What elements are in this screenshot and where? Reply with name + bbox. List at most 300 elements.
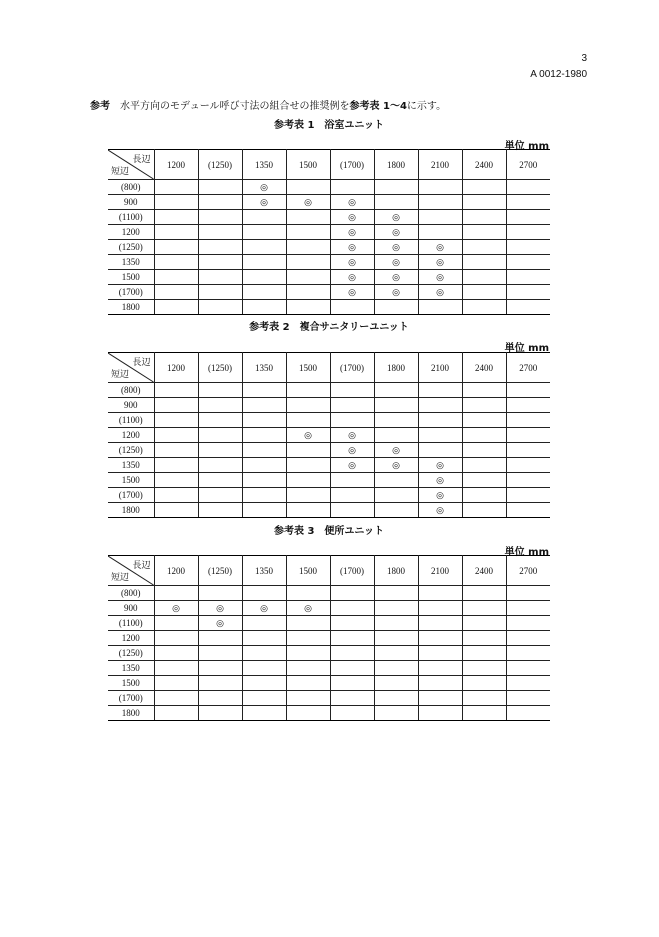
empty-cell	[462, 676, 506, 691]
row-label-900: 900	[108, 398, 154, 413]
table-row	[108, 270, 550, 285]
recommended-mark: ◎	[374, 285, 418, 300]
unit-label: 単位 mm	[504, 141, 549, 152]
empty-cell	[462, 180, 506, 195]
table-row	[108, 180, 550, 195]
empty-cell	[418, 413, 462, 428]
empty-cell	[154, 270, 198, 285]
empty-cell	[154, 646, 198, 661]
empty-cell	[462, 240, 506, 255]
empty-cell	[506, 586, 550, 601]
empty-cell	[286, 616, 330, 631]
empty-cell	[330, 706, 374, 721]
row-label-800: (800)	[108, 586, 154, 601]
long-side-label: 長辺	[132, 154, 151, 164]
recommended-mark: ◎	[418, 503, 462, 518]
empty-cell	[242, 458, 286, 473]
empty-cell	[506, 631, 550, 646]
recommended-mark: ◎	[330, 285, 374, 300]
empty-cell	[330, 383, 374, 398]
empty-cell	[330, 503, 374, 518]
empty-cell	[286, 443, 330, 458]
table-row	[108, 413, 550, 428]
empty-cell	[242, 270, 286, 285]
empty-cell	[506, 646, 550, 661]
empty-cell	[154, 240, 198, 255]
empty-cell	[418, 195, 462, 210]
empty-cell	[462, 616, 506, 631]
empty-cell	[374, 503, 418, 518]
empty-cell	[286, 285, 330, 300]
empty-cell	[198, 300, 242, 315]
empty-cell	[418, 428, 462, 443]
table-row	[108, 488, 550, 503]
empty-cell	[418, 661, 462, 676]
empty-cell	[462, 586, 506, 601]
row-label-800: (800)	[108, 383, 154, 398]
recommended-mark: ◎	[242, 195, 286, 210]
empty-cell	[418, 180, 462, 195]
table-row	[108, 240, 550, 255]
empty-cell	[374, 195, 418, 210]
recommended-mark: ◎	[374, 270, 418, 285]
empty-cell	[154, 300, 198, 315]
recommended-mark: ◎	[330, 458, 374, 473]
table-row	[108, 706, 550, 721]
unit-label: 単位 mm	[504, 343, 549, 354]
row-label-900: 900	[108, 195, 154, 210]
table-row	[108, 300, 550, 315]
table-row	[108, 631, 550, 646]
table-row	[108, 458, 550, 473]
empty-cell	[154, 488, 198, 503]
table-row	[108, 195, 550, 210]
empty-cell	[330, 586, 374, 601]
recommended-mark: ◎	[286, 195, 330, 210]
empty-cell	[286, 488, 330, 503]
column-header-1250: (1250)	[198, 556, 242, 586]
empty-cell	[330, 676, 374, 691]
empty-cell	[330, 691, 374, 706]
empty-cell	[286, 586, 330, 601]
empty-cell	[198, 398, 242, 413]
empty-cell	[286, 676, 330, 691]
empty-cell	[242, 661, 286, 676]
header-row	[108, 556, 550, 586]
empty-cell	[418, 601, 462, 616]
empty-cell	[154, 691, 198, 706]
empty-cell	[374, 586, 418, 601]
empty-cell	[154, 473, 198, 488]
empty-cell	[374, 691, 418, 706]
row-label-1350: 1350	[108, 255, 154, 270]
row-label-1200: 1200	[108, 631, 154, 646]
table-row	[108, 255, 550, 270]
corner-cell	[108, 150, 154, 180]
column-header-2400: 2400	[462, 353, 506, 383]
row-label-1250: (1250)	[108, 646, 154, 661]
header-row	[108, 150, 550, 180]
empty-cell	[462, 458, 506, 473]
empty-cell	[242, 503, 286, 518]
table-row	[108, 428, 550, 443]
row-label-800: (800)	[108, 180, 154, 195]
empty-cell	[154, 225, 198, 240]
empty-cell	[198, 180, 242, 195]
empty-cell	[462, 706, 506, 721]
empty-cell	[286, 691, 330, 706]
table-row	[108, 601, 550, 616]
row-label-1200: 1200	[108, 428, 154, 443]
table-row	[108, 285, 550, 300]
empty-cell	[506, 180, 550, 195]
empty-cell	[462, 646, 506, 661]
empty-cell	[286, 458, 330, 473]
empty-cell	[374, 383, 418, 398]
empty-cell	[198, 661, 242, 676]
empty-cell	[286, 255, 330, 270]
empty-cell	[330, 488, 374, 503]
row-label-1800: 1800	[108, 503, 154, 518]
document-code: A 0012-1980	[530, 69, 587, 80]
recommended-mark: ◎	[418, 473, 462, 488]
table-row	[108, 225, 550, 240]
recommended-mark: ◎	[418, 285, 462, 300]
recommended-mark: ◎	[418, 488, 462, 503]
empty-cell	[506, 300, 550, 315]
empty-cell	[374, 300, 418, 315]
empty-cell	[418, 706, 462, 721]
recommended-mark: ◎	[330, 195, 374, 210]
reference-table	[108, 352, 550, 518]
empty-cell	[462, 473, 506, 488]
empty-cell	[418, 646, 462, 661]
column-header-2100: 2100	[418, 556, 462, 586]
empty-cell	[286, 225, 330, 240]
empty-cell	[198, 586, 242, 601]
empty-cell	[242, 473, 286, 488]
recommended-mark: ◎	[330, 240, 374, 255]
empty-cell	[506, 616, 550, 631]
column-header-1250: (1250)	[198, 150, 242, 180]
table-row	[108, 503, 550, 518]
table-caption: 参考表 1 浴室ユニット	[273, 120, 385, 131]
empty-cell	[154, 180, 198, 195]
empty-cell	[154, 616, 198, 631]
empty-cell	[462, 285, 506, 300]
empty-cell	[286, 300, 330, 315]
column-header-1200: 1200	[154, 150, 198, 180]
empty-cell	[154, 503, 198, 518]
recommended-mark: ◎	[418, 240, 462, 255]
column-header-1500: 1500	[286, 353, 330, 383]
empty-cell	[242, 631, 286, 646]
empty-cell	[286, 661, 330, 676]
empty-cell	[154, 443, 198, 458]
empty-cell	[506, 413, 550, 428]
empty-cell	[506, 270, 550, 285]
empty-cell	[286, 413, 330, 428]
recommended-mark: ◎	[242, 601, 286, 616]
empty-cell	[418, 300, 462, 315]
row-label-1700: (1700)	[108, 285, 154, 300]
empty-cell	[374, 676, 418, 691]
row-label-1100: (1100)	[108, 413, 154, 428]
empty-cell	[286, 180, 330, 195]
empty-cell	[242, 240, 286, 255]
empty-cell	[330, 473, 374, 488]
empty-cell	[330, 616, 374, 631]
intro-text-a: 水平方向のモデュール呼び寸法の組合せの推奨例を	[120, 101, 350, 112]
empty-cell	[198, 631, 242, 646]
row-label-1250: (1250)	[108, 240, 154, 255]
empty-cell	[374, 631, 418, 646]
empty-cell	[506, 255, 550, 270]
row-label-900: 900	[108, 601, 154, 616]
table-row	[108, 616, 550, 631]
empty-cell	[418, 443, 462, 458]
empty-cell	[154, 383, 198, 398]
empty-cell	[242, 225, 286, 240]
empty-cell	[462, 413, 506, 428]
empty-cell	[418, 676, 462, 691]
empty-cell	[506, 285, 550, 300]
intro-paragraph	[90, 97, 446, 112]
recommended-mark: ◎	[330, 225, 374, 240]
empty-cell	[462, 661, 506, 676]
empty-cell	[286, 646, 330, 661]
table-caption: 参考表 2 複合サニタリーユニット	[249, 322, 409, 333]
empty-cell	[462, 503, 506, 518]
empty-cell	[506, 691, 550, 706]
row-label-1500: 1500	[108, 473, 154, 488]
corner-cell	[108, 353, 154, 383]
empty-cell	[242, 488, 286, 503]
empty-cell	[418, 631, 462, 646]
column-header-1200: 1200	[154, 556, 198, 586]
table-row	[108, 398, 550, 413]
recommended-mark: ◎	[330, 210, 374, 225]
table-row	[108, 383, 550, 398]
recommended-mark: ◎	[330, 270, 374, 285]
recommended-mark: ◎	[418, 255, 462, 270]
column-header-1800: 1800	[374, 353, 418, 383]
empty-cell	[418, 586, 462, 601]
table-caption: 参考表 3 便所ユニット	[273, 526, 385, 537]
empty-cell	[198, 270, 242, 285]
column-header-2400: 2400	[462, 150, 506, 180]
recommended-mark: ◎	[418, 270, 462, 285]
recommended-mark: ◎	[198, 601, 242, 616]
row-label-1100: (1100)	[108, 616, 154, 631]
empty-cell	[198, 240, 242, 255]
empty-cell	[374, 706, 418, 721]
recommended-mark: ◎	[286, 428, 330, 443]
empty-cell	[198, 255, 242, 270]
recommended-mark: ◎	[242, 180, 286, 195]
column-header-1250: (1250)	[198, 353, 242, 383]
long-side-label: 長辺	[132, 357, 151, 367]
empty-cell	[462, 210, 506, 225]
empty-cell	[198, 383, 242, 398]
empty-cell	[462, 443, 506, 458]
column-header-1500: 1500	[286, 556, 330, 586]
empty-cell	[198, 285, 242, 300]
empty-cell	[506, 473, 550, 488]
empty-cell	[462, 398, 506, 413]
reference-table	[108, 149, 550, 315]
empty-cell	[198, 503, 242, 518]
empty-cell	[506, 240, 550, 255]
short-side-label: 短辺	[111, 166, 130, 176]
empty-cell	[506, 601, 550, 616]
empty-cell	[506, 210, 550, 225]
empty-cell	[462, 428, 506, 443]
empty-cell	[154, 428, 198, 443]
empty-cell	[506, 195, 550, 210]
empty-cell	[154, 195, 198, 210]
empty-cell	[374, 488, 418, 503]
recommended-mark: ◎	[330, 443, 374, 458]
short-side-label: 短辺	[111, 369, 130, 379]
empty-cell	[198, 428, 242, 443]
row-label-1350: 1350	[108, 661, 154, 676]
empty-cell	[242, 646, 286, 661]
row-label-1500: 1500	[108, 676, 154, 691]
empty-cell	[154, 676, 198, 691]
recommended-mark: ◎	[374, 255, 418, 270]
empty-cell	[330, 661, 374, 676]
empty-cell	[462, 601, 506, 616]
empty-cell	[506, 398, 550, 413]
recommended-mark: ◎	[330, 255, 374, 270]
empty-cell	[330, 631, 374, 646]
column-header-2700: 2700	[506, 353, 550, 383]
empty-cell	[374, 398, 418, 413]
empty-cell	[418, 383, 462, 398]
column-header-1500: 1500	[286, 150, 330, 180]
empty-cell	[374, 646, 418, 661]
empty-cell	[154, 631, 198, 646]
empty-cell	[330, 413, 374, 428]
empty-cell	[154, 398, 198, 413]
column-header-1350: 1350	[242, 556, 286, 586]
empty-cell	[330, 180, 374, 195]
empty-cell	[198, 488, 242, 503]
recommended-mark: ◎	[330, 428, 374, 443]
recommended-mark: ◎	[374, 210, 418, 225]
empty-cell	[330, 646, 374, 661]
empty-cell	[374, 601, 418, 616]
empty-cell	[154, 458, 198, 473]
empty-cell	[418, 616, 462, 631]
empty-cell	[506, 443, 550, 458]
corner-cell	[108, 556, 154, 586]
empty-cell	[242, 691, 286, 706]
column-header-1800: 1800	[374, 150, 418, 180]
table-row	[108, 586, 550, 601]
empty-cell	[198, 225, 242, 240]
empty-cell	[154, 413, 198, 428]
column-header-2100: 2100	[418, 150, 462, 180]
empty-cell	[506, 428, 550, 443]
empty-cell	[242, 285, 286, 300]
column-header-2400: 2400	[462, 556, 506, 586]
recommended-mark: ◎	[418, 458, 462, 473]
column-header-1350: 1350	[242, 150, 286, 180]
empty-cell	[330, 300, 374, 315]
empty-cell	[506, 676, 550, 691]
row-label-1700: (1700)	[108, 488, 154, 503]
table-row	[108, 661, 550, 676]
recommended-mark: ◎	[374, 240, 418, 255]
empty-cell	[286, 706, 330, 721]
empty-cell	[330, 601, 374, 616]
empty-cell	[286, 631, 330, 646]
empty-cell	[462, 255, 506, 270]
page-number: 3	[581, 53, 587, 64]
empty-cell	[374, 661, 418, 676]
intro-text-b: に示す。	[406, 101, 447, 112]
row-label-1700: (1700)	[108, 691, 154, 706]
table-row	[108, 473, 550, 488]
empty-cell	[462, 488, 506, 503]
empty-cell	[198, 646, 242, 661]
empty-cell	[418, 691, 462, 706]
empty-cell	[198, 676, 242, 691]
empty-cell	[198, 195, 242, 210]
empty-cell	[374, 616, 418, 631]
column-header-2700: 2700	[506, 150, 550, 180]
empty-cell	[506, 458, 550, 473]
intro-table-ref: 参考表 1～4	[349, 101, 407, 112]
empty-cell	[286, 240, 330, 255]
row-label-1250: (1250)	[108, 443, 154, 458]
empty-cell	[242, 586, 286, 601]
empty-cell	[242, 398, 286, 413]
recommended-mark: ◎	[286, 601, 330, 616]
column-header-1350: 1350	[242, 353, 286, 383]
empty-cell	[154, 255, 198, 270]
empty-cell	[198, 458, 242, 473]
empty-cell	[418, 398, 462, 413]
empty-cell	[286, 503, 330, 518]
unit-label: 単位 mm	[504, 547, 549, 558]
empty-cell	[198, 473, 242, 488]
row-label-1200: 1200	[108, 225, 154, 240]
recommended-mark: ◎	[198, 616, 242, 631]
empty-cell	[286, 383, 330, 398]
empty-cell	[330, 398, 374, 413]
empty-cell	[506, 661, 550, 676]
empty-cell	[154, 706, 198, 721]
empty-cell	[198, 210, 242, 225]
column-header-2100: 2100	[418, 353, 462, 383]
empty-cell	[462, 195, 506, 210]
long-side-label: 長辺	[132, 560, 151, 570]
empty-cell	[242, 300, 286, 315]
empty-cell	[506, 225, 550, 240]
recommended-mark: ◎	[374, 443, 418, 458]
empty-cell	[242, 706, 286, 721]
row-label-1800: 1800	[108, 706, 154, 721]
empty-cell	[242, 255, 286, 270]
recommended-mark: ◎	[154, 601, 198, 616]
empty-cell	[506, 488, 550, 503]
empty-cell	[462, 300, 506, 315]
recommended-mark: ◎	[374, 458, 418, 473]
empty-cell	[242, 383, 286, 398]
